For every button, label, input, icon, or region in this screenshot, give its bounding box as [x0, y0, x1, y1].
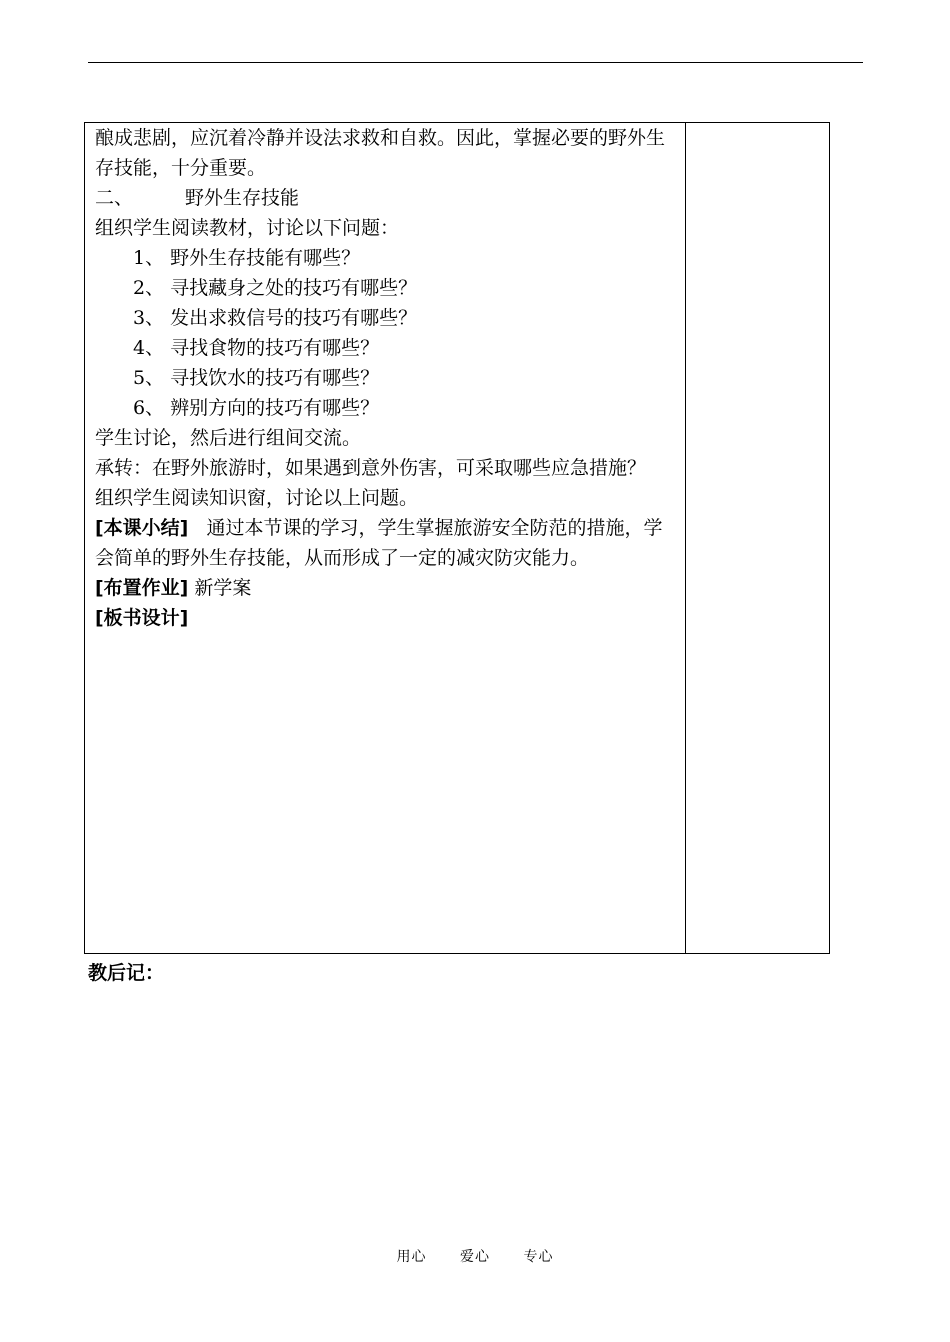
question-item: 3、 发出求救信号的技巧有哪些？: [133, 307, 418, 329]
board-design-paragraph: [95, 603, 679, 633]
question-item: 4、 寻找食物的技巧有哪些？: [133, 337, 380, 359]
paragraph-intro: 酿成悲剧，应沉着冷静并设法求救和自救。因此，掌握必要的野外生存技能，十分重要。: [95, 127, 666, 179]
summary-label: [本课小结]: [95, 517, 189, 539]
paragraph-instruction: 组织学生阅读教材，讨论以下问题：: [95, 217, 400, 239]
lesson-content-cell: [95, 123, 679, 633]
footer-word: 用心: [396, 1249, 427, 1265]
lesson-table: [84, 122, 830, 954]
section-heading-text: 野外生存技能: [185, 187, 300, 209]
summary-paragraph: [95, 513, 679, 573]
question-item: 2、 寻找藏身之处的技巧有哪些？: [133, 277, 418, 299]
after-class-notes-label: 教后记：: [88, 962, 165, 984]
footer-word: 专心: [523, 1249, 554, 1265]
board-design-label: [板书设计]: [95, 607, 189, 629]
footer-word: 爱心: [460, 1249, 490, 1265]
notes-cell: [686, 123, 829, 953]
page-footer: [0, 1246, 950, 1266]
header-rule: [88, 62, 863, 63]
question-item: 5、 寻找饮水的技巧有哪些？: [133, 367, 380, 389]
homework-label: [布置作业]: [95, 577, 189, 599]
paragraph-discussion: 学生讨论，然后进行组间交流。: [95, 427, 362, 449]
section-heading: [95, 183, 679, 213]
section-number: 二、: [95, 187, 134, 209]
question-item: 6、 辨别方向的技巧有哪些？: [133, 397, 380, 419]
summary-text: 通过本节课的学习，学生掌握旅游安全防范的措施，学会简单的野外生存技能，从而形成了一定的减灾防灾能力。: [95, 517, 663, 569]
homework-text: 新学案: [194, 577, 252, 599]
homework-paragraph: [95, 573, 679, 603]
question-item: 1、 野外生存技能有哪些？: [133, 247, 361, 269]
paragraph-transition: 承转：在野外旅游时，如果遇到意外伤害，可采取哪些应急措施？: [95, 457, 647, 479]
paragraph-knowledge: 组织学生阅读知识窗，讨论以上问题。: [95, 487, 419, 509]
